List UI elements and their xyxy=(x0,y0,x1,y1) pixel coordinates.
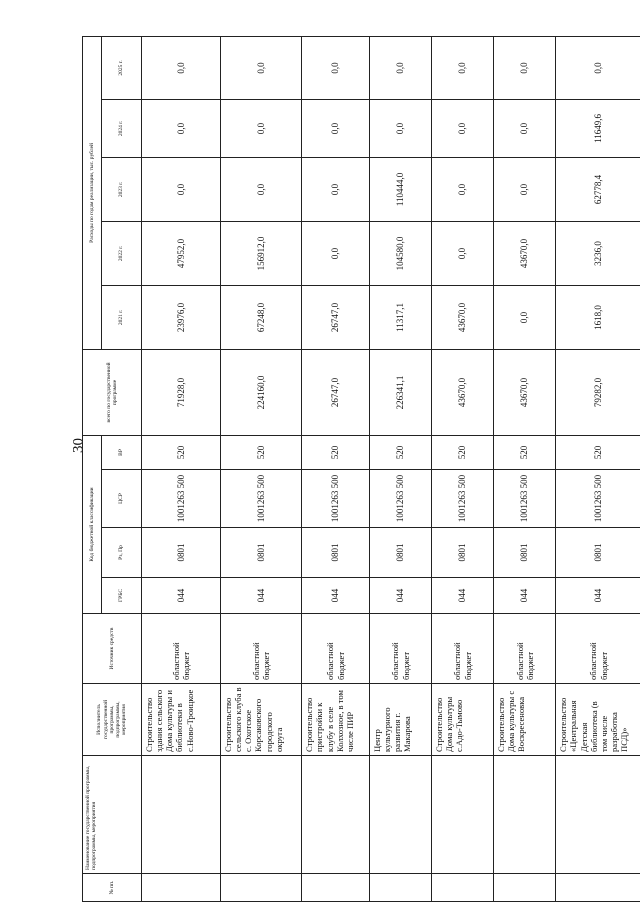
cell-2022: 43670,0 xyxy=(494,221,556,285)
cell-program xyxy=(302,756,370,874)
cell-2025: 0,0 xyxy=(369,36,431,99)
cell-vr: 520 xyxy=(432,435,494,469)
cell-2023: 0,0 xyxy=(432,157,494,221)
cell-grbs: 044 xyxy=(142,578,221,614)
cell-2021: 11317,1 xyxy=(369,285,431,349)
cell-executor: Строительство Дома культуры с.Адо-Тымово xyxy=(432,684,494,756)
cell-executor: Строительство пристройки к клубу в селе Колхозное, в том числе ПИР xyxy=(302,684,370,756)
cell-2022: 0,0 xyxy=(302,221,370,285)
cell-2024: 0,0 xyxy=(432,99,494,157)
cell-2021: 43670,0 xyxy=(432,285,494,349)
cell-csr: 1001263 500 xyxy=(556,470,640,528)
cell-source: областной бюджет xyxy=(221,614,302,684)
cell-total: 43670,0 xyxy=(432,349,494,435)
header-rzpr: Рз, Пр xyxy=(102,528,142,578)
cell-grbs: 044 xyxy=(432,578,494,614)
cell-num xyxy=(369,874,431,902)
header-2024: 2024 г. xyxy=(102,99,142,157)
cell-vr: 520 xyxy=(556,435,640,469)
cell-grbs: 044 xyxy=(556,578,640,614)
header-executor: Исполнитель государственной программы, подпрограммы, мероприятия xyxy=(83,684,142,756)
cell-2025: 0,0 xyxy=(494,36,556,99)
cell-2024: 0,0 xyxy=(221,99,302,157)
cell-source: областной бюджет xyxy=(302,614,370,684)
cell-2021: 67248,0 xyxy=(221,285,302,349)
cell-executor: Строительство сельского клуба в с. Охотское Корсаковского городского округа xyxy=(221,684,302,756)
cell-executor: Строительство Дома культуры с Воскресеновка xyxy=(494,684,556,756)
header-num: № пп. xyxy=(83,874,142,902)
cell-rzpr: 0801 xyxy=(142,528,221,578)
header-csr: ЦСР xyxy=(102,470,142,528)
cell-2024: 0,0 xyxy=(369,99,431,157)
cell-rzpr: 0801 xyxy=(556,528,640,578)
cell-2022: 3236,0 xyxy=(556,221,640,285)
cell-2021: 23976,0 xyxy=(142,285,221,349)
header-total: всего по государственной программе xyxy=(83,349,142,435)
cell-total: 79282,0 xyxy=(556,349,640,435)
cell-rzpr: 0801 xyxy=(302,528,370,578)
cell-program xyxy=(369,756,431,874)
cell-2024: 0,0 xyxy=(142,99,221,157)
cell-csr: 1001263 500 xyxy=(142,470,221,528)
cell-2021: 1618,0 xyxy=(556,285,640,349)
cell-vr: 520 xyxy=(221,435,302,469)
header-2023: 2023 г. xyxy=(102,157,142,221)
table-row xyxy=(556,36,640,901)
header-grbs: ГРБС xyxy=(102,578,142,614)
cell-2023: 0,0 xyxy=(142,157,221,221)
table-row xyxy=(302,36,370,901)
cell-csr: 1001263 500 xyxy=(302,470,370,528)
cell-source: областной бюджет xyxy=(556,614,640,684)
cell-2021: 0,0 xyxy=(494,285,556,349)
cell-source: областной бюджет xyxy=(494,614,556,684)
cell-vr: 520 xyxy=(369,435,431,469)
cell-rzpr: 0801 xyxy=(369,528,431,578)
cell-rzpr: 0801 xyxy=(432,528,494,578)
cell-program xyxy=(556,756,640,874)
cell-num xyxy=(494,874,556,902)
cell-2022: 156912,0 xyxy=(221,221,302,285)
cell-csr: 1001263 500 xyxy=(494,470,556,528)
cell-2025: 0,0 xyxy=(556,36,640,99)
cell-vr: 520 xyxy=(302,435,370,469)
cell-vr: 520 xyxy=(142,435,221,469)
header-kbk-group: Код бюджетной классификации xyxy=(83,435,102,613)
cell-2024: 11649,6 xyxy=(556,99,640,157)
cell-2021: 26747,0 xyxy=(302,285,370,349)
header-program-name: Наименование государственной программы, подпрограммы, мероприятия xyxy=(83,756,142,874)
cell-2022: 47952,0 xyxy=(142,221,221,285)
cell-grbs: 044 xyxy=(494,578,556,614)
cell-executor: Строительство здания сельского Дома культуры и библиотеки в с.Ново-Троицкое xyxy=(142,684,221,756)
header-source: Источник средств xyxy=(83,614,142,684)
header-years-group: Расходы по годам реализации, тыс. рублей xyxy=(83,36,102,349)
cell-vr: 520 xyxy=(494,435,556,469)
cell-total: 43670,0 xyxy=(494,349,556,435)
cell-program xyxy=(142,756,221,874)
cell-csr: 1001263 500 xyxy=(221,470,302,528)
cell-program xyxy=(221,756,302,874)
cell-source: областной бюджет xyxy=(142,614,221,684)
cell-program xyxy=(432,756,494,874)
cell-csr: 1001263 500 xyxy=(369,470,431,528)
cell-2022: 104580,0 xyxy=(369,221,431,285)
cell-program xyxy=(494,756,556,874)
cell-source: областной бюджет xyxy=(369,614,431,684)
cell-2024: 0,0 xyxy=(302,99,370,157)
cell-2025: 0,0 xyxy=(302,36,370,99)
cell-2024: 0,0 xyxy=(494,99,556,157)
table-row xyxy=(494,36,556,901)
cell-num xyxy=(142,874,221,902)
cell-2023: 110444,0 xyxy=(369,157,431,221)
cell-2023: 0,0 xyxy=(302,157,370,221)
header-2025: 2025 г. xyxy=(102,36,142,99)
cell-2022: 0,0 xyxy=(432,221,494,285)
cell-2025: 0,0 xyxy=(221,36,302,99)
cell-num xyxy=(432,874,494,902)
cell-2023: 62778,4 xyxy=(556,157,640,221)
header-2022: 2022 г. xyxy=(102,221,142,285)
table-rotation-frame xyxy=(82,37,640,902)
table-row xyxy=(142,36,221,901)
table-row xyxy=(369,36,431,901)
cell-rzpr: 0801 xyxy=(221,528,302,578)
cell-num xyxy=(221,874,302,902)
cell-2025: 0,0 xyxy=(432,36,494,99)
cell-grbs: 044 xyxy=(221,578,302,614)
cell-executor: Строительство «Центральная Детская библиотека (в том числе разработка ПСД)» xyxy=(556,684,640,756)
table-row xyxy=(432,36,494,901)
cell-total: 226341,1 xyxy=(369,349,431,435)
landscape-table-wrapper xyxy=(82,37,640,902)
cell-2025: 0,0 xyxy=(142,36,221,99)
cell-2023: 0,0 xyxy=(494,157,556,221)
header-2021: 2021 г. xyxy=(102,285,142,349)
cell-num xyxy=(556,874,640,902)
table-row xyxy=(221,36,302,901)
page-number: 30 xyxy=(70,438,87,453)
cell-source: областной бюджет xyxy=(432,614,494,684)
header-vr: ВР xyxy=(102,435,142,469)
cell-total: 71928,0 xyxy=(142,349,221,435)
cell-grbs: 044 xyxy=(302,578,370,614)
cell-2023: 0,0 xyxy=(221,157,302,221)
budget-table xyxy=(82,36,640,902)
cell-num xyxy=(302,874,370,902)
cell-rzpr: 0801 xyxy=(494,528,556,578)
cell-grbs: 044 xyxy=(369,578,431,614)
cell-total: 26747,0 xyxy=(302,349,370,435)
cell-csr: 1001263 500 xyxy=(432,470,494,528)
cell-total: 224160,0 xyxy=(221,349,302,435)
cell-executor: Центр культурного развития г. Макарова xyxy=(369,684,431,756)
